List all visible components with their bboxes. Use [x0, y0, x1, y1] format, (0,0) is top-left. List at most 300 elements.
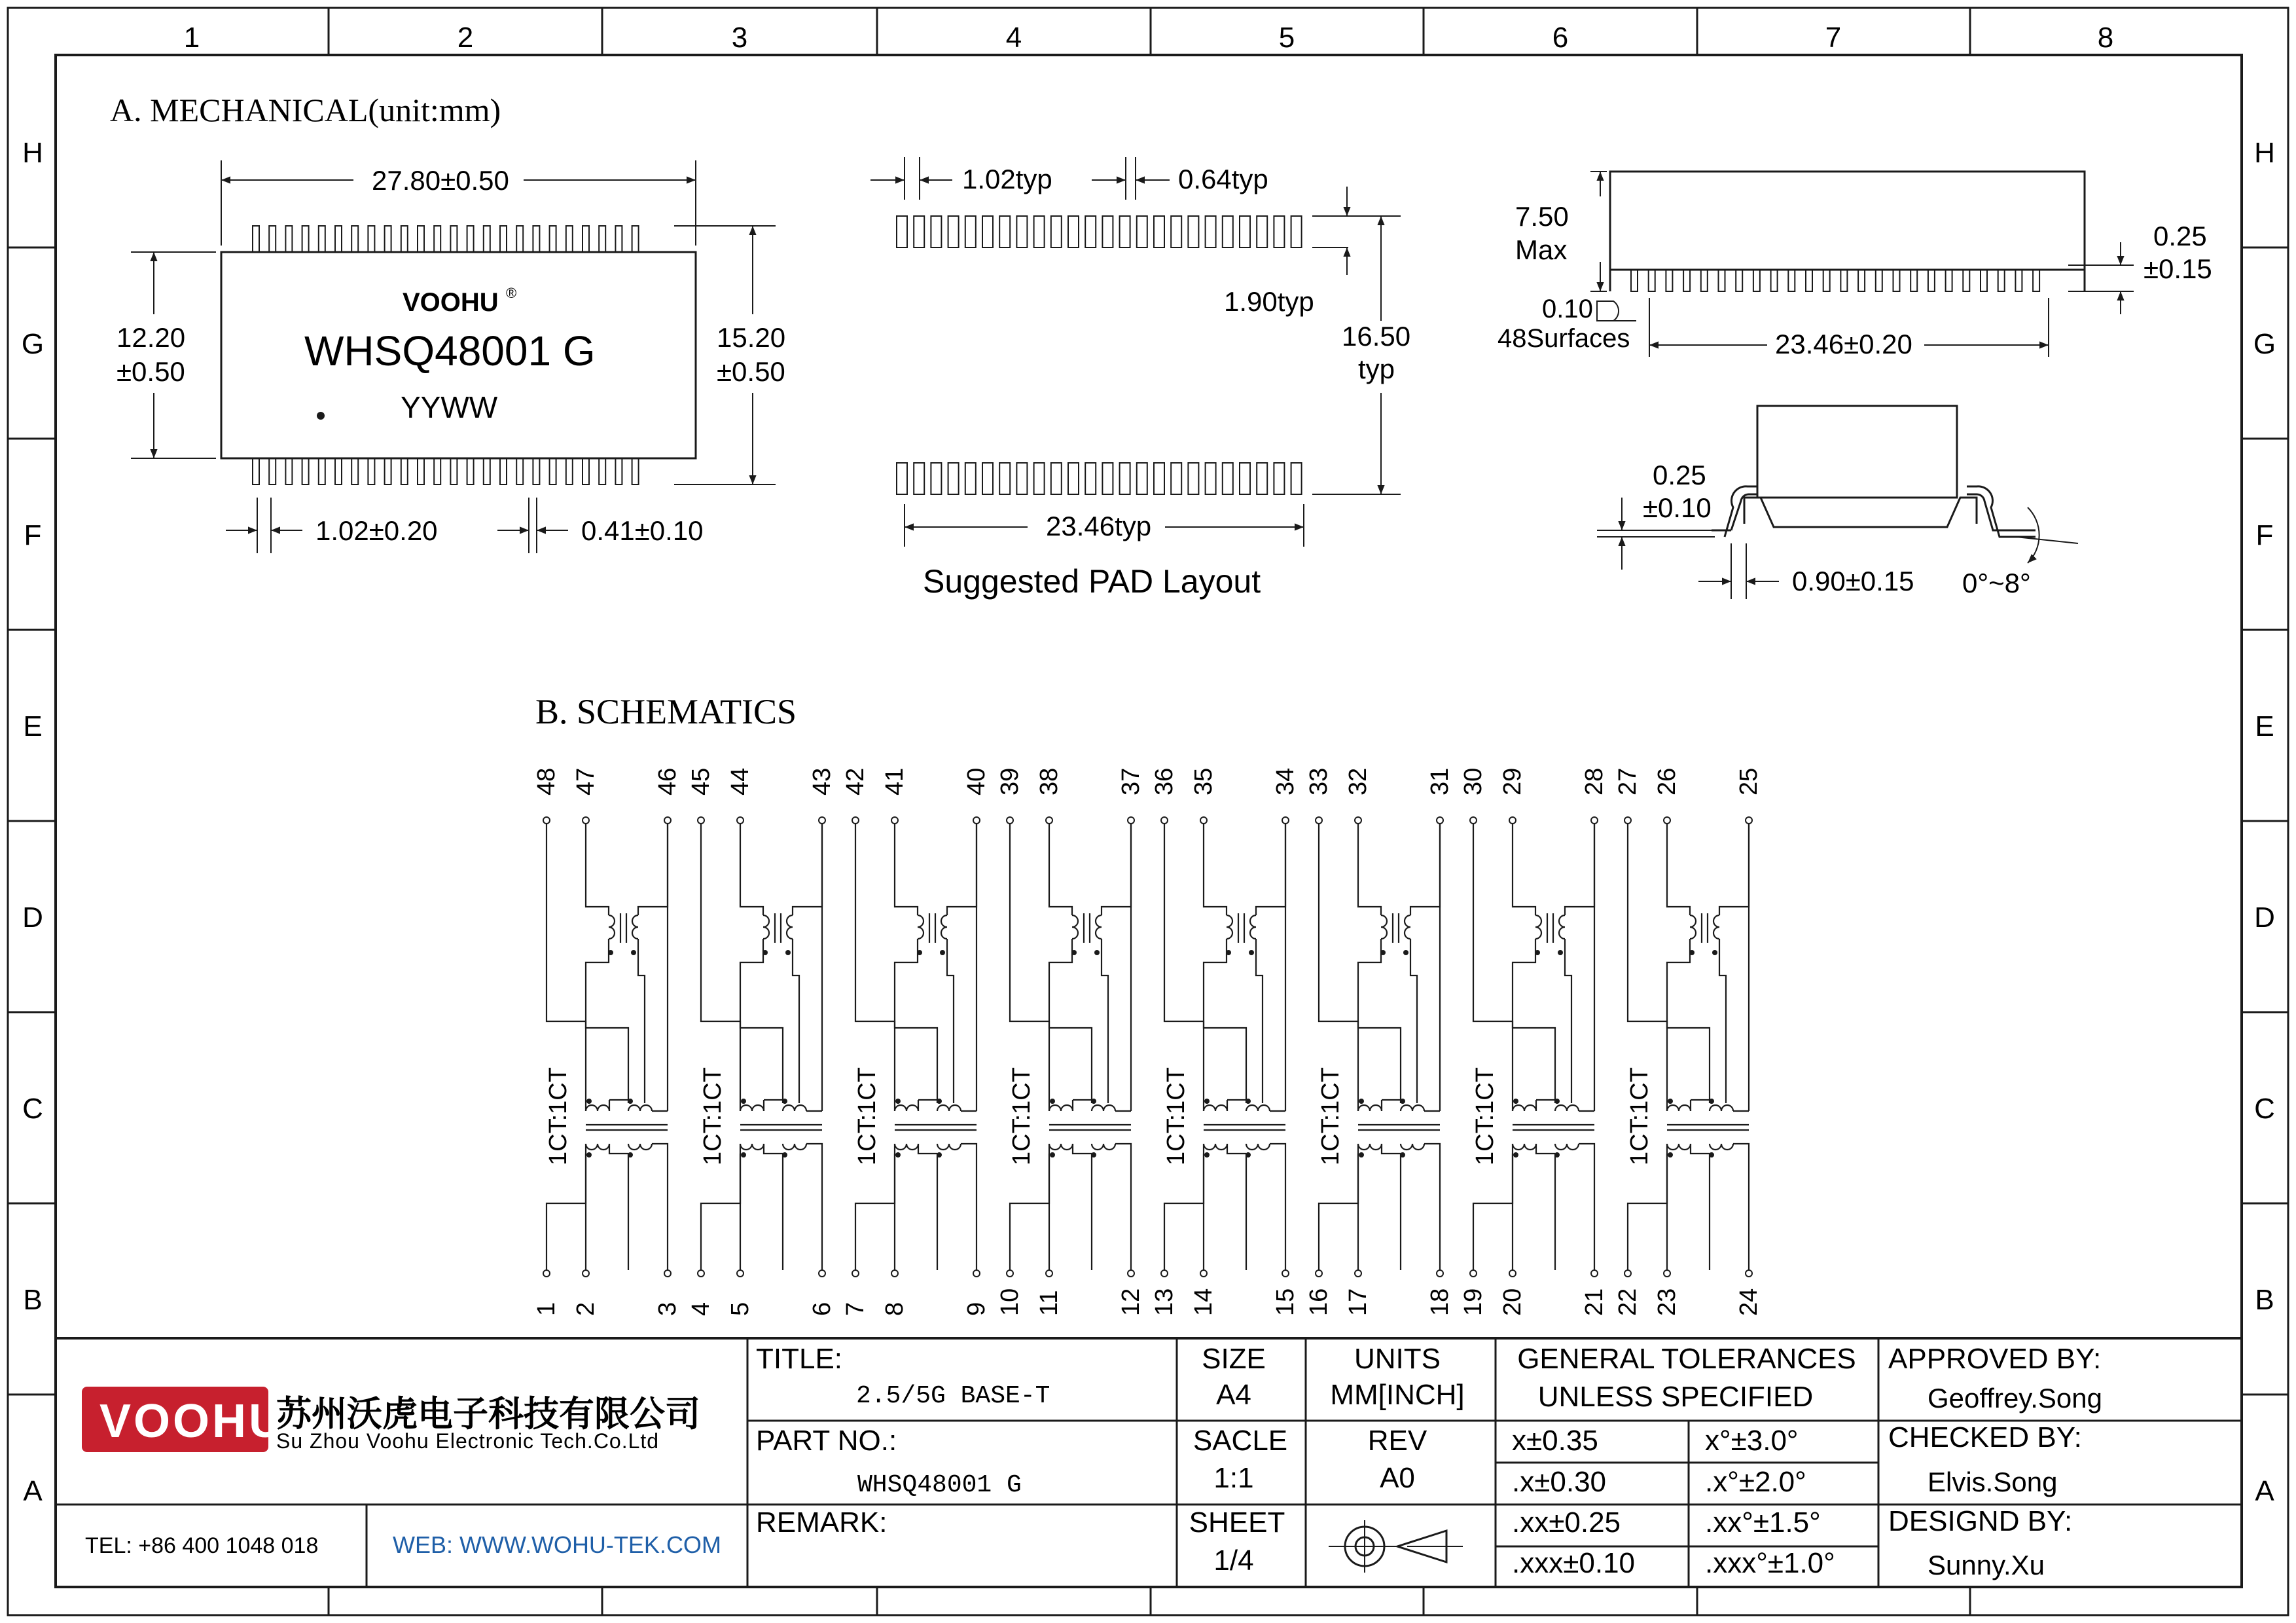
frame-row-label: F: [24, 519, 42, 551]
pad-layout: [870, 157, 1410, 600]
pin-terminal-icon: [1161, 1270, 1168, 1277]
pin-number-top: 40: [963, 767, 990, 795]
pin-number-bottom: 5: [726, 1302, 754, 1316]
pin-number-top: 43: [808, 767, 836, 795]
package-lead: [467, 458, 474, 484]
package-lead: [335, 458, 342, 484]
solder-pad: [1068, 216, 1079, 247]
pin-number-top: 48: [533, 767, 560, 795]
pin-terminal-icon: [1200, 817, 1207, 824]
package-lead: [450, 458, 457, 484]
pin-terminal-icon: [1282, 817, 1289, 824]
pin-terminal-icon: [852, 1270, 859, 1277]
dim-foot-length: 0.90±0.15: [1792, 566, 1914, 596]
solder-pad: [1188, 463, 1198, 494]
solder-pad: [948, 216, 959, 247]
pin-number-bottom: 3: [654, 1302, 681, 1316]
pin-terminal-icon: [1355, 1270, 1361, 1277]
schematic-channel: [1460, 768, 1608, 1316]
turns-ratio-label: 1CT:1CT: [699, 1067, 726, 1165]
package-lead: [550, 458, 556, 484]
frame-row-label: D: [22, 902, 43, 934]
solder-pad: [1274, 463, 1284, 494]
pin-terminal-icon: [737, 817, 744, 824]
solder-pad: [1171, 216, 1181, 247]
pin-terminal-icon: [891, 817, 898, 824]
pin-number-bottom: 14: [1190, 1288, 1217, 1316]
package-lead: [566, 226, 573, 252]
pin-number-top: 28: [1581, 767, 1608, 795]
package-lead: [583, 226, 589, 252]
tolerance-angular: .xx°±1.5°: [1705, 1506, 1821, 1539]
package-lead: [385, 226, 391, 252]
tolerance-heading-2: UNLESS SPECIFIED: [1537, 1381, 1814, 1413]
solder-pad: [1274, 216, 1284, 247]
pin-number-top: 33: [1305, 767, 1333, 795]
title-block: [56, 1338, 2242, 1587]
solder-pad: [897, 216, 907, 247]
dim-foot-angle: 0°~8°: [1962, 568, 2031, 598]
tolerance-angular: .x°±2.0°: [1705, 1466, 1806, 1498]
pin-number-bottom: 22: [1614, 1288, 1641, 1316]
pin-number-top: 41: [881, 767, 908, 795]
size-value: A4: [1216, 1379, 1251, 1411]
solder-pad: [1240, 463, 1250, 494]
package-lead: [418, 458, 424, 484]
company-tel: TEL: +86 400 1048 018: [85, 1533, 319, 1558]
solder-pad: [1291, 216, 1302, 247]
solder-pad: [914, 216, 924, 247]
logo-text: VOOHU: [99, 1395, 286, 1448]
package-lead: [484, 458, 490, 484]
pin-number-bottom: 10: [996, 1288, 1024, 1316]
package-lead: [351, 458, 358, 484]
solder-pad: [1206, 216, 1216, 247]
pin-number-top: 39: [996, 767, 1024, 795]
package-lead: [615, 458, 622, 484]
side-view-leads: [1631, 270, 2134, 291]
pin-terminal-icon: [1046, 1270, 1052, 1277]
solder-pad: [1154, 216, 1164, 247]
package-lead: [302, 226, 309, 252]
pad-row-upper: [897, 216, 1302, 247]
pin-number-top: 44: [726, 767, 754, 795]
approved-value: Geoffrey.Song: [1928, 1383, 2102, 1413]
body-part-number: WHSQ48001 G: [304, 327, 596, 374]
pin-terminal-icon: [1746, 817, 1752, 824]
schematic-channel: [842, 768, 990, 1316]
pin-number-bottom: 8: [881, 1302, 908, 1316]
size-label: SIZE: [1202, 1343, 1266, 1375]
package-lead: [500, 226, 507, 252]
frame-column-label: 6: [1552, 22, 1569, 54]
side-view: [1498, 172, 2212, 359]
company-name-en: Su Zhou Voohu Electronic Tech.Co.Ltd: [276, 1429, 660, 1453]
solder-pad: [1206, 463, 1216, 494]
frame-row-label: A: [2255, 1475, 2274, 1507]
package-lead: [351, 226, 358, 252]
body-date-code: YYWW: [401, 390, 498, 424]
dim-pad-span-1: 16.50: [1342, 321, 1411, 352]
side-lead: [1823, 270, 1830, 291]
solder-pad: [1137, 463, 1147, 494]
pin-number-bottom: 6: [808, 1302, 836, 1316]
designed-value: Sunny.Xu: [1928, 1550, 2045, 1580]
side-lead: [1858, 270, 1865, 291]
pin-number-top: 45: [687, 767, 715, 795]
pin-number-top: 29: [1499, 767, 1526, 795]
solder-pad: [1291, 463, 1302, 494]
solder-pad: [1034, 463, 1045, 494]
tolerance-linear: .x±0.30: [1512, 1466, 1607, 1498]
package-lead: [550, 226, 556, 252]
pad-row-lower: [897, 463, 1302, 494]
package-lead: [385, 458, 391, 484]
pin-terminal-icon: [1200, 1270, 1207, 1277]
pin1-dot-icon: [317, 412, 325, 420]
pin-number-top: 30: [1460, 767, 1487, 795]
dim-lead-width: 0.41±0.10: [581, 515, 704, 546]
flatness-surfaces: 48Surfaces: [1498, 324, 1630, 353]
package-lead: [401, 458, 408, 484]
solder-pad: [1120, 216, 1130, 247]
top-view-lower-leads: [253, 458, 639, 484]
package-lead: [285, 226, 292, 252]
solder-pad: [1171, 463, 1181, 494]
solder-pad: [1223, 463, 1233, 494]
side-lead: [1998, 270, 2005, 291]
pin-terminal-icon: [583, 1270, 589, 1277]
dim-body-height-2: ±0.50: [117, 356, 185, 387]
pin-terminal-icon: [1007, 817, 1013, 824]
solder-pad: [999, 463, 1010, 494]
solder-pad: [1068, 463, 1079, 494]
scale-value: 1:1: [1213, 1462, 1254, 1494]
pin-terminal-icon: [698, 1270, 704, 1277]
dim-height-2: Max: [1515, 234, 1568, 265]
pin-terminal-icon: [664, 817, 671, 824]
pin-number-bottom: 24: [1735, 1288, 1763, 1316]
pin-number-top: 26: [1653, 767, 1681, 795]
package-lead: [269, 458, 276, 484]
pin-terminal-icon: [543, 817, 550, 824]
package-lead: [319, 458, 325, 484]
package-lead: [566, 458, 573, 484]
turns-ratio-label: 1CT:1CT: [545, 1067, 572, 1165]
pin-terminal-icon: [1128, 1270, 1134, 1277]
side-lead: [1876, 270, 1882, 291]
pad-layout-caption: Suggested PAD Layout: [923, 563, 1261, 600]
units-value: MM[INCH]: [1330, 1379, 1465, 1411]
dim-body-height-1: 12.20: [117, 322, 186, 353]
pin-terminal-icon: [1437, 1270, 1443, 1277]
pin-number-top: 42: [842, 767, 869, 795]
mechanical-heading: A. MECHANICAL(unit:mm): [110, 92, 501, 128]
side-lead: [1701, 270, 1708, 291]
dim-lead-thickness-2: ±0.10: [1643, 492, 1712, 523]
dim-standoff-2: ±0.15: [2144, 253, 2212, 284]
solder-pad: [1137, 216, 1147, 247]
pin-number-bottom: 15: [1272, 1288, 1299, 1316]
dim-side-length: 23.46±0.20: [1775, 329, 1912, 359]
pin-terminal-icon: [737, 1270, 744, 1277]
schematic-channel: [687, 768, 836, 1316]
package-lead: [302, 458, 309, 484]
sheet-value: 1/4: [1213, 1544, 1254, 1577]
solder-pad: [1016, 463, 1027, 494]
pin-number-bottom: 9: [963, 1302, 990, 1316]
pin-terminal-icon: [852, 817, 859, 824]
frame-column-label: 5: [1278, 22, 1295, 54]
frame-column-label: 1: [183, 22, 200, 54]
frame-grid-labels: [22, 22, 2276, 1507]
package-lead: [401, 226, 408, 252]
pin-number-bottom: 12: [1117, 1288, 1145, 1316]
side-lead: [1946, 270, 1952, 291]
side-lead: [1788, 270, 1795, 291]
dim-pad-pitch: 1.02typ: [962, 164, 1052, 194]
solder-pad: [897, 463, 907, 494]
frame-row-label: D: [2254, 902, 2275, 934]
pin-terminal-icon: [698, 817, 704, 824]
package-lead: [253, 458, 259, 484]
pin-number-top: 34: [1272, 767, 1299, 795]
dim-pad-length: 1.90typ: [1224, 286, 1314, 317]
pin-number-top: 37: [1117, 767, 1145, 795]
pin-number-top: 46: [654, 767, 681, 795]
package-lead: [285, 458, 292, 484]
side-lead: [1963, 270, 1969, 291]
pin-number-top: 32: [1344, 767, 1372, 795]
frame-column-label: 8: [2097, 22, 2114, 54]
turns-ratio-label: 1CT:1CT: [1317, 1067, 1344, 1165]
tolerance-angular: x°±3.0°: [1705, 1425, 1799, 1457]
pin-terminal-icon: [1316, 1270, 1322, 1277]
company-logo: [82, 1387, 285, 1452]
tolerance-heading-1: GENERAL TOLERANCES: [1517, 1343, 1856, 1375]
solder-pad: [1257, 463, 1267, 494]
package-lead: [434, 458, 440, 484]
side-lead: [1893, 270, 1900, 291]
solder-pad: [1154, 463, 1164, 494]
package-lead: [253, 226, 259, 252]
solder-pad: [948, 463, 959, 494]
solder-pad: [1188, 216, 1198, 247]
tolerance-linear: .xx±0.25: [1512, 1506, 1621, 1539]
solder-pad: [914, 463, 924, 494]
schematic-channel: [1614, 768, 1763, 1316]
turns-ratio-label: 1CT:1CT: [853, 1067, 881, 1165]
frame-column-label: 4: [1005, 22, 1022, 54]
package-lead: [368, 458, 374, 484]
pin-terminal-icon: [1664, 817, 1670, 824]
pin-terminal-icon: [973, 817, 980, 824]
part-value: WHSQ48001 G: [857, 1471, 1022, 1499]
frame-column-label: 2: [457, 22, 474, 54]
pin-terminal-icon: [1509, 817, 1516, 824]
side-lead: [1666, 270, 1672, 291]
pin-terminal-icon: [1624, 817, 1631, 824]
pin-number-bottom: 18: [1426, 1288, 1454, 1316]
pin-number-bottom: 23: [1653, 1288, 1681, 1316]
solder-pad: [999, 216, 1010, 247]
checked-label: CHECKED BY:: [1888, 1421, 2082, 1453]
package-body-side: [1610, 172, 2085, 270]
pin-terminal-icon: [891, 1270, 898, 1277]
solder-pad: [1034, 216, 1045, 247]
pin-number-top: 25: [1735, 767, 1763, 795]
frame-row-label: C: [2254, 1093, 2275, 1125]
side-lead: [2015, 270, 2022, 291]
solder-pad: [965, 216, 976, 247]
solder-pad: [1085, 463, 1096, 494]
pin-terminal-icon: [1282, 1270, 1289, 1277]
dim-pad-span-2: typ: [1358, 354, 1395, 384]
pin-number-top: 31: [1426, 767, 1454, 795]
dim-total-width-2: ±0.50: [717, 356, 785, 387]
frame-row-label: G: [2253, 328, 2276, 360]
dim-pad-row-length: 23.46typ: [1046, 511, 1152, 541]
solder-pad: [931, 463, 941, 494]
side-lead: [1771, 270, 1778, 291]
package-lead: [583, 458, 589, 484]
package-lead: [467, 226, 474, 252]
body-brand: VOOHU: [403, 288, 499, 317]
frame-row-label: H: [22, 137, 43, 169]
pin-number-top: 36: [1151, 767, 1178, 795]
tolerance-linear: x±0.35: [1512, 1425, 1598, 1457]
package-lead: [516, 458, 523, 484]
package-lead: [599, 458, 605, 484]
schematic-channel: [1151, 768, 1299, 1316]
pin-terminal-icon: [1509, 1270, 1516, 1277]
pin-terminal-icon: [819, 1270, 825, 1277]
frame-row-label: G: [21, 328, 45, 360]
solder-pad: [1016, 216, 1027, 247]
pin-number-bottom: 1: [533, 1302, 560, 1316]
package-lead: [500, 458, 507, 484]
package-lead: [484, 226, 490, 252]
pin-terminal-icon: [973, 1270, 980, 1277]
turns-ratio-label: 1CT:1CT: [1626, 1067, 1653, 1165]
frame-row-label: B: [23, 1284, 43, 1316]
frame-row-label: H: [2254, 137, 2275, 169]
pin-terminal-icon: [819, 817, 825, 824]
package-lead: [533, 226, 539, 252]
package-body-end: [1757, 406, 1957, 498]
pin-terminal-icon: [1161, 817, 1168, 824]
side-lead: [1649, 270, 1655, 291]
turns-ratio-label: 1CT:1CT: [1471, 1067, 1499, 1165]
frame-column-label: 3: [731, 22, 748, 54]
rev-label: REV: [1367, 1425, 1427, 1457]
rev-value: A0: [1380, 1462, 1415, 1494]
remark-label: REMARK:: [756, 1506, 888, 1539]
dim-standoff-1: 0.25: [2153, 221, 2207, 251]
solder-pad: [1240, 216, 1250, 247]
pin-terminal-icon: [1746, 1270, 1752, 1277]
pin-number-bottom: 20: [1499, 1288, 1526, 1316]
pin-terminal-icon: [583, 817, 589, 824]
pin-terminal-icon: [1007, 1270, 1013, 1277]
package-lead: [319, 226, 325, 252]
dim-body-length: 27.80±0.50: [372, 165, 509, 196]
frame-row-label: F: [2255, 519, 2274, 551]
pin-number-top: 47: [572, 767, 600, 795]
solder-pad: [1102, 216, 1113, 247]
top-view-upper-leads: [253, 226, 639, 252]
designed-label: DESIGND BY:: [1888, 1505, 2073, 1537]
pin-terminal-icon: [1470, 817, 1477, 824]
schematic-channel: [996, 768, 1145, 1316]
sheet-label: SHEET: [1189, 1506, 1285, 1539]
pin-number-bottom: 21: [1581, 1288, 1608, 1316]
pin-terminal-icon: [543, 1270, 550, 1277]
frame-row-label: E: [23, 710, 43, 742]
dim-height-1: 7.50: [1515, 201, 1569, 232]
pin-terminal-icon: [1664, 1270, 1670, 1277]
pin-terminal-icon: [1591, 1270, 1598, 1277]
pin-terminal-icon: [1316, 817, 1322, 824]
solder-pad: [1257, 216, 1267, 247]
package-lead: [533, 458, 539, 484]
package-lead: [418, 226, 424, 252]
package-lead: [632, 458, 639, 484]
pin-terminal-icon: [1437, 817, 1443, 824]
solder-pad: [1051, 216, 1062, 247]
schematic-channel: [1305, 768, 1454, 1316]
package-lead: [368, 226, 374, 252]
solder-pad: [1102, 463, 1113, 494]
part-label: PART NO.:: [756, 1425, 897, 1457]
dim-lead-pitch: 1.02±0.20: [315, 515, 438, 546]
side-lead: [1719, 270, 1725, 291]
tolerance-angular: .xxx°±1.0°: [1705, 1547, 1835, 1579]
top-view: [117, 160, 785, 553]
package-lead: [516, 226, 523, 252]
package-lead: [599, 226, 605, 252]
pin-terminal-icon: [1128, 817, 1134, 824]
side-lead: [1840, 270, 1847, 291]
side-lead: [2033, 270, 2039, 291]
company-name-cn: 苏州沃虎电子科技有限公司: [276, 1395, 700, 1434]
schematic-channel: [533, 768, 681, 1316]
company-web: WEB: WWW.WOHU-TEK.COM: [393, 1531, 721, 1558]
pin-number-top: 35: [1190, 767, 1217, 795]
title-label: TITLE:: [756, 1343, 843, 1375]
tolerance-linear: .xxx±0.10: [1512, 1547, 1636, 1579]
frame-row-label: A: [23, 1475, 43, 1507]
solder-pad: [982, 216, 993, 247]
units-label: UNITS: [1354, 1343, 1441, 1375]
scale-label: SACLE: [1193, 1425, 1288, 1457]
side-lead: [1631, 270, 1638, 291]
package-lead: [434, 226, 440, 252]
turns-ratio-label: 1CT:1CT: [1008, 1067, 1035, 1165]
pin-number-bottom: 7: [842, 1302, 869, 1316]
pin-terminal-icon: [1470, 1270, 1477, 1277]
solder-pad: [982, 463, 993, 494]
solder-pad: [931, 216, 941, 247]
dim-total-width-1: 15.20: [717, 322, 786, 353]
solder-pad: [1120, 463, 1130, 494]
schematic-channels: [533, 768, 1763, 1316]
pin-number-bottom: 13: [1151, 1288, 1178, 1316]
turns-ratio-label: 1CT:1CT: [1162, 1067, 1190, 1165]
third-angle-projection-icon: [1329, 1520, 1463, 1573]
side-lead: [1981, 270, 1987, 291]
side-lead: [1683, 270, 1690, 291]
